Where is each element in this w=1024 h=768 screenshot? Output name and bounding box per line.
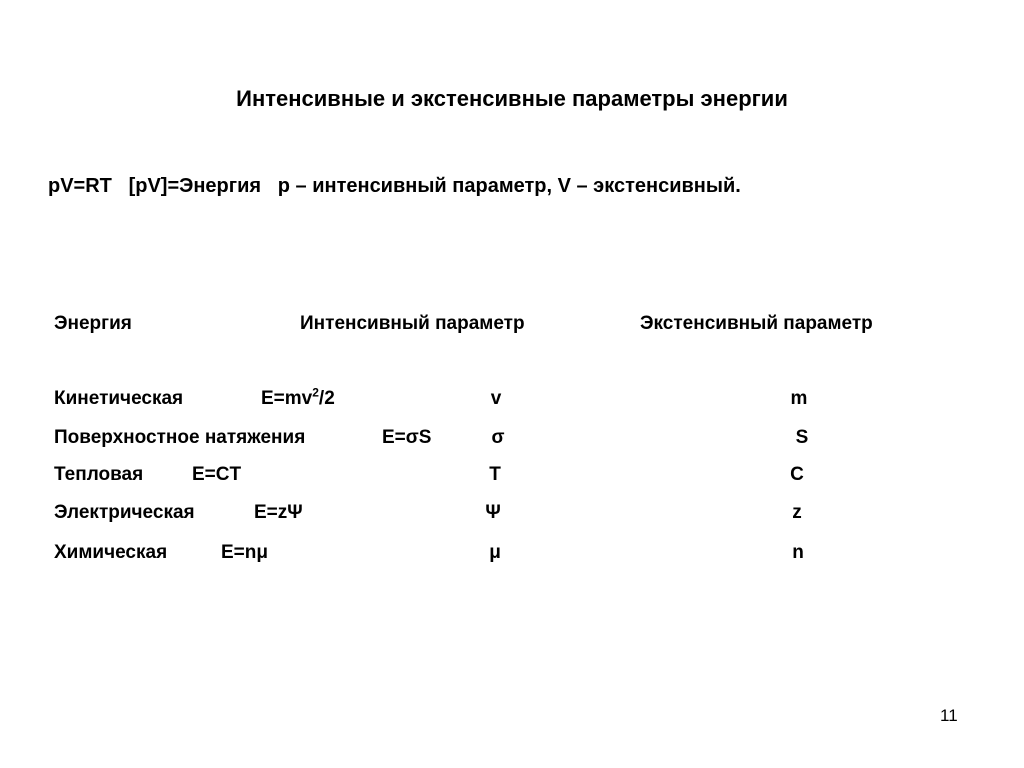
header-energy: Энергия	[54, 313, 132, 334]
row-intensive: μ	[489, 542, 501, 563]
row-label: Поверхностное натяжения	[54, 427, 306, 448]
row-formula: E=σS	[382, 427, 432, 448]
row-extensive: m	[790, 388, 808, 409]
row-extensive: C	[790, 464, 804, 485]
row-label: Кинетическая	[54, 388, 184, 409]
row-intensive: σ	[491, 427, 505, 448]
row-extensive: S	[795, 427, 809, 448]
header-extensive: Экстенсивный параметр	[640, 313, 873, 334]
formula-line: pV=RT [pV]=Энергия p – интенсивный параметр, V – экстенсивный.	[48, 175, 741, 197]
row-intensive: v	[490, 388, 502, 409]
formula-base: E=mv	[261, 388, 313, 409]
row-formula: E=zΨ	[254, 502, 303, 523]
row-intensive: Ψ	[485, 502, 501, 523]
row-extensive: z	[792, 502, 802, 523]
formula-tail: /2	[318, 388, 335, 409]
row-label: Электрическая	[54, 502, 195, 523]
header-intensive: Интенсивный параметр	[300, 313, 525, 334]
row-label: Химическая	[54, 542, 168, 563]
row-formula: E=nμ	[221, 542, 268, 563]
row-intensive: T	[489, 464, 501, 485]
formula-superscript: 2	[312, 385, 319, 400]
row-label: Тепловая	[54, 464, 144, 485]
page-number: 11	[940, 706, 958, 725]
row-formula: E=CT	[192, 464, 242, 485]
slide-title: Интенсивные и экстенсивные параметры энергии	[236, 86, 788, 111]
row-formula	[261, 385, 335, 410]
row-extensive: n	[792, 542, 804, 563]
